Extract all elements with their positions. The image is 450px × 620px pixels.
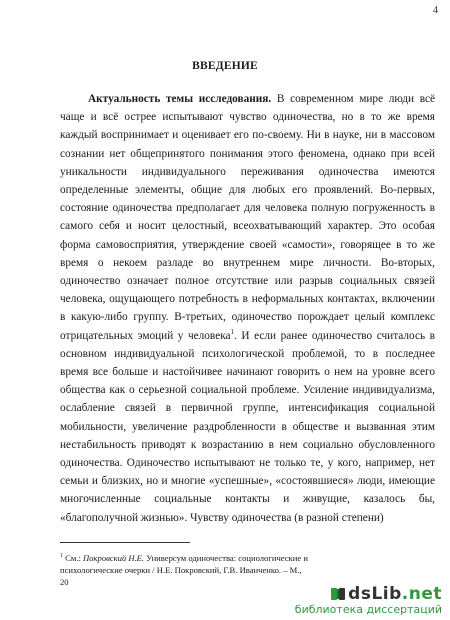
footnote-reference: 1 — [230, 327, 235, 336]
footnote-author: Покровский Н.Е. — [83, 552, 145, 563]
paragraph-text-2: . И если ранее одиночество считалось в основном индивидуальной психологической проблемой, то в последнее время все больше и настойчивее начинают говорить о нем на уровне всего общества как о серьезной социальной проблеме. Усиление индивидуализма, ослабление связей в первичной группе, интенсификация социальной мобильности, увеличение раздробленности в обществе и вызванная этим нестабильность приводят к возрастанию в нем социально обусловленного одиночества. Одиночество испытывают не только те, у кого, например, нет семьи и близких, но и многие «успешные», «состоявшиеся» люди, имеющие многочисленные социальные контакты и живущие, казалось бы, «благополучной жизнью». Чувству одиночества (в разной степени) — [60, 329, 435, 524]
footnote-text: Универсум одиночества: социологические и психологические очерки / Н.Е. Покровский, Г.В. Иванченко. – М., 20 — [60, 552, 308, 587]
footnote-prefix: См.: — [63, 552, 84, 563]
body-text — [60, 90, 435, 527]
footnote — [60, 550, 310, 588]
watermark — [295, 584, 442, 616]
watermark-brand-suffix: .net — [401, 584, 442, 604]
dslib-logo-icon — [330, 586, 346, 602]
watermark-logo — [295, 584, 442, 604]
paragraph-text-1: В современном мире люди всё чаще и всё острее испытывают чувство одиночества, но в то же время каждый воспринимает и оценивает его по-своему. Ни в науке, ни в массовом сознании нет общепринятого понимания этого феномена, однако при всей уникальности индивидуального переживания одиночества имеются определенные элементы, общие для любых его проявлений. Во-первых, состояние одиночества предполагает для человека полную погруженность в самого себя и носит целостный, всеохватывающий характер. Это особая форма самовосприятия, утверждение своей «самости», говорящее в то же время о некоем разладе во внутреннем мире личности. Во-вторых, одиночество означает полное отсутствие или разрыв социальных связей человека, ощущающего потребность в неформальных контактах, включении в какую-либо группу. В-третьих, одиночество порождает целый комплекс отрицательных эмоций у человека — [60, 93, 435, 342]
footnote-mark: 1 — [60, 553, 63, 559]
footnote-divider — [60, 542, 190, 543]
page-title: ВВЕДЕНИЕ — [192, 60, 258, 72]
introduction-paragraph — [60, 90, 435, 527]
watermark-brand — [348, 584, 442, 604]
page-number: 4 — [433, 5, 438, 16]
watermark-brand-main: dsLib — [348, 584, 402, 604]
paragraph-lead: Актуальность темы исследования. — [88, 93, 272, 105]
watermark-subtitle: библиотека диссертаций — [294, 603, 442, 616]
